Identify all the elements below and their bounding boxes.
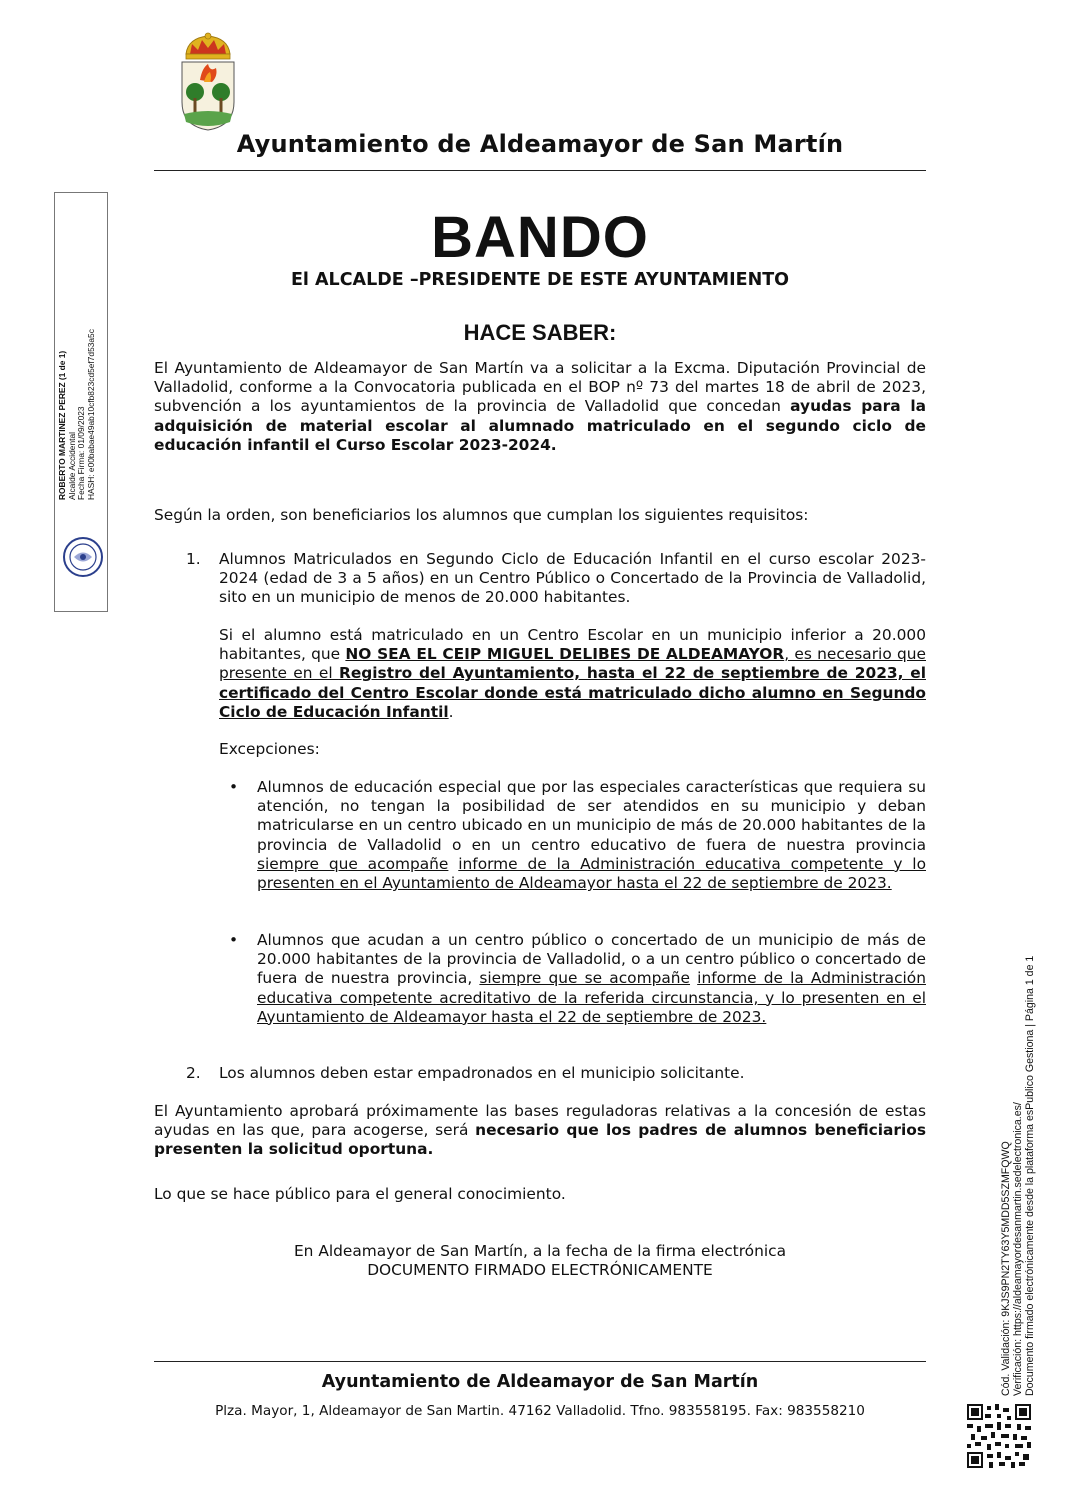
item1-p2-bold-underline: NO SEA EL CEIP MIGUEL DELIBES DE ALDEAMAYOR: [345, 645, 785, 664]
excepciones-label: Excepciones:: [219, 740, 320, 758]
signer-role: Alcalde Accidental: [66, 432, 77, 500]
signature-date: Fecha Firma: 01/09/2023: [76, 406, 87, 500]
intro-bold-text: ayudas para la adquisición de material escolar al alumnado matriculado en el segundo ciclo de educación infantil el Curso Escolar 2023-2024.: [154, 397, 926, 454]
item2-paragraph: Los alumnos deben estar empadronados en el municipio solicitante.: [219, 1064, 745, 1082]
footer-divider: [154, 1361, 926, 1362]
bullet1-underline-2: informe de la Administración educativa competente y lo presenten en el Ayuntamiento de Aldeamayor hasta el 22 de septiembre de 2023.: [257, 854, 926, 893]
item1-paragraph: Alumnos Matriculados en Segundo Ciclo de Educación Infantil en el curso escolar 2023-2024 (edad de 3 a 5 años) en un Centro Público o Concertado de la Provincia de Valladolid, sito en un municipio de menos de 20.000 habitantes.: [219, 550, 926, 607]
bullet2-text: Alumnos que acudan a un centro público o concertado de un municipio de más de 20.000 habitantes de la provincia de Valladolid, o a un centro público o concertado de fuera de nuestra provincia,: [257, 931, 926, 988]
requisitos-intro: Según la orden, son beneficiarios los alumnos que cumplan los siguientes requisitos:: [154, 506, 809, 524]
signer-name: ROBERTO MARTINEZ PEREZ (1 de 1): [57, 350, 67, 500]
footer-title: Ayuntamiento de Aldeamayor de San Martín: [321, 1372, 759, 1392]
coat-of-arms-logo: [176, 32, 240, 132]
official-seal-icon: [62, 536, 104, 578]
list-number-1: 1.: [186, 550, 201, 568]
document-subtitle: El ALCALDE –PRESIDENTE DE ESTE AYUNTAMIENTO: [290, 270, 790, 290]
bullet2-underline-2: informe de la Administración educativa competente acreditativo de la referida circunstancia, y lo presenten en el Ayuntamiento de Aldeamayor hasta el 22 de septiembre de 2023.: [257, 969, 926, 1026]
bullet1-space: [448, 855, 458, 873]
intro-paragraph: [154, 359, 926, 455]
bullet-marker-1: •: [229, 778, 239, 796]
validation-code: Cód. Validación: 9KJS9PN2TY63Y5MDD5SZMFQWQ: [1000, 1141, 1012, 1396]
bullet1-paragraph: [257, 778, 926, 893]
intro-text: El Ayuntamiento de Aldeamayor de San Martín va a solicitar a la Excma. Diputación Provincial de Valladolid, conforme a la Convocatoria publicada en el BOP nº 73 del martes 18 de abril de 2023, subvención a los ayuntamientos de la provincia de Valladolid que concedan: [154, 359, 926, 416]
signature-hash: HASH: e00babae49ab10cfb823cd5ef7d53a5c: [85, 329, 96, 500]
item1-p2-text: Si el alumno está matriculado en un Centro Escolar en un municipio inferior a 20.000 habitantes, que: [219, 626, 926, 664]
bullet1-underline-1: siempre que acompañe: [257, 854, 449, 873]
item1-p2-bold-registro: Registro del Ayuntamiento, hasta el 22 de septiembre de 2023, el certificado del Centro Escolar donde está matriculado dicho alumno en Segundo Ciclo de Educación Infantil: [219, 664, 926, 721]
header-divider: [154, 170, 926, 171]
publico-paragraph: Lo que se hace público para el general conocimiento.: [154, 1185, 566, 1203]
bases-paragraph: [154, 1102, 926, 1160]
bases-text: El Ayuntamiento aprobará próximamente las bases reguladoras relativas a la concesión de estas ayudas en las que, para acogerse, será: [154, 1102, 926, 1140]
item1-p2-underline: , es necesario que presente en el: [219, 645, 926, 683]
header-title: Ayuntamiento de Aldeamayor de San Martín: [236, 130, 844, 158]
item1-second-paragraph: [219, 626, 926, 722]
verification-url: Verificación: https://aldeamayordesanmartin.sedelectronica.es/: [1012, 1102, 1024, 1396]
hace-saber-heading: HACE SABER:: [463, 320, 617, 345]
bases-bold-text: necesario que los padres de alumnos beneficiarios presenten la solicitud oportuna.: [154, 1121, 926, 1159]
bullet-marker-2: •: [229, 931, 239, 949]
signature-text-block: [58, 329, 96, 500]
item1-p2-period: .: [448, 702, 454, 721]
document-title: BANDO: [431, 205, 649, 270]
firma-line-2: DOCUMENTO FIRMADO ELECTRÓNICAMENTE: [367, 1261, 713, 1279]
bullet1-text: Alumnos de educación especial que por las especiales características que requiera su atención, no tengan la posibilidad de ser atendidos en su municipio y deban matricularse en un centro ubicado en un municipio de más de 20.000 habitantes de la provincia de Valladolid o en un centro educativo de fuera de nuestra provincia: [257, 778, 926, 854]
verification-text-block: [1000, 956, 1036, 1396]
bullet2-underline-1: siempre que se acompañe: [479, 969, 691, 988]
footer-address: Plza. Mayor, 1, Aldeamayor de San Martin. 47162 Valladolid. Tfno. 983558195. Fax: 983558210: [215, 1403, 865, 1419]
qr-code-icon: [967, 1404, 1031, 1468]
platform-note: Documento firmado electrónicamente desde la plataforma esPublico Gestiona | Página 1 de 1: [1024, 955, 1036, 1396]
bullet2-paragraph: [257, 931, 926, 1027]
list-number-2: 2.: [186, 1064, 201, 1082]
firma-line-1: En Aldeamayor de San Martín, a la fecha de la firma electrónica: [293, 1242, 787, 1260]
